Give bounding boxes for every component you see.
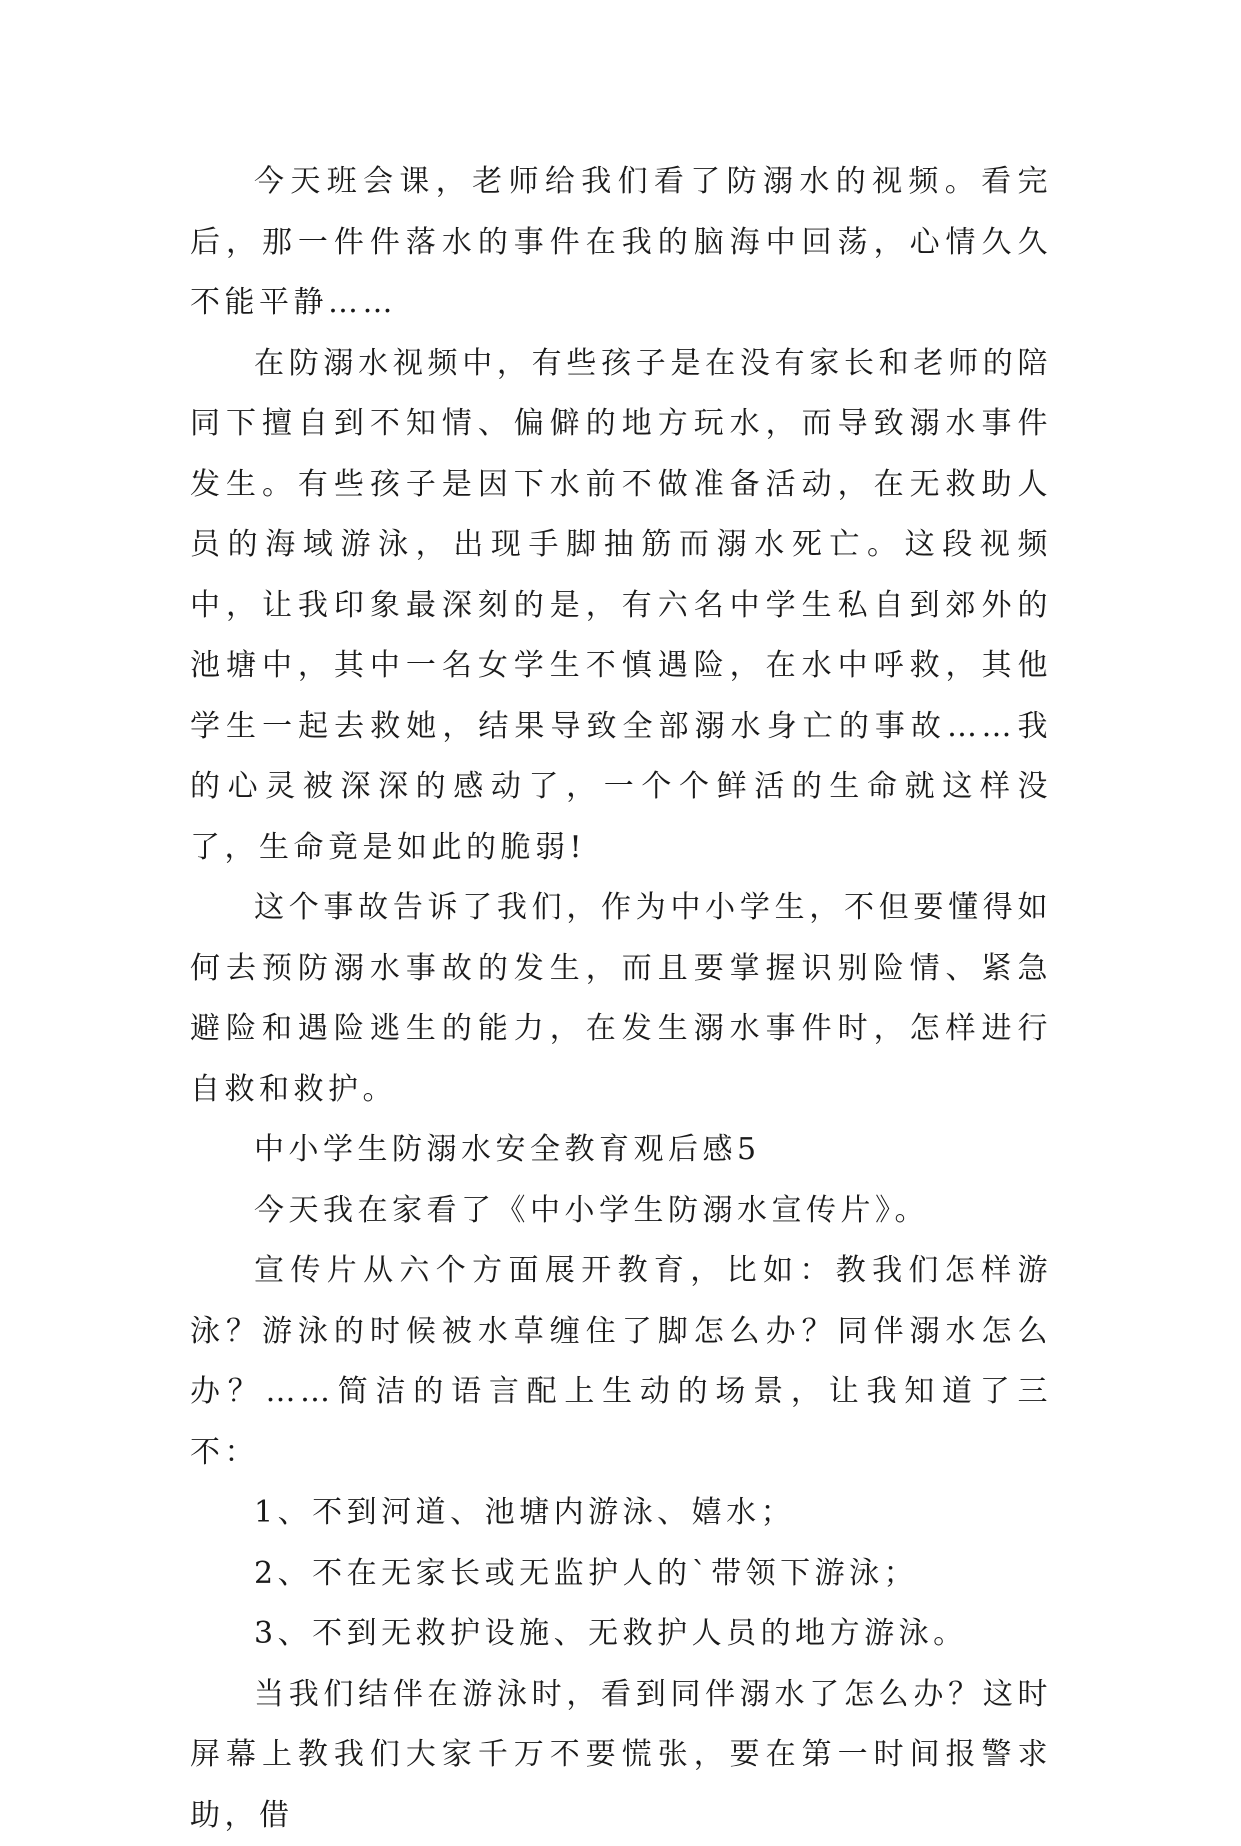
- list-item-rule-2: 2、不在无家长或无监护人的`带领下游泳；: [190, 1544, 1052, 1605]
- paragraph-intro: 今天班会课，老师给我们看了防溺水的视频。看完后，那一件件落水的事件在我的脑海中回荡，心情久久不能平静……: [190, 152, 1052, 334]
- list-item-rule-1: 1、不到河道、池塘内游泳、嬉水；: [190, 1483, 1052, 1544]
- paragraph-lesson: 这个事故告诉了我们，作为中小学生，不但要懂得如何去预防溺水事故的发生，而且要掌握识别险情、紧急避险和遇险逃生的能力，在发生溺水事件时，怎样进行自救和救护。: [190, 878, 1052, 1120]
- document-body: [190, 152, 1052, 1846]
- paragraph-watched: 今天我在家看了《中小学生防溺水宣传片》。: [190, 1181, 1052, 1242]
- paragraph-rescue: 当我们结伴在游泳时，看到同伴溺水了怎么办？这时屏幕上教我们大家千万不要慌张，要在第一时间报警求助，借: [190, 1665, 1052, 1846]
- paragraph-video-cases: 在防溺水视频中，有些孩子是在没有家长和老师的陪同下擅自到不知情、偏僻的地方玩水，而导致溺水事件发生。有些孩子是因下水前不做准备活动，在无救助人员的海域游泳，出现手脚抽筋而溺水死亡。这段视频中，让我印象最深刻的是，有六名中学生私自到郊外的池塘中，其中一名女学生不慎遇险，在水中呼救，其他学生一起去救她，结果导致全部溺水身亡的事故……我的心灵被深深的感动了，一个个鲜活的生命就这样没了，生命竟是如此的脆弱!: [190, 334, 1052, 879]
- section-heading: 中小学生防溺水安全教育观后感5: [190, 1120, 1052, 1181]
- list-item-rule-3: 3、不到无救护设施、无救护人员的地方游泳。: [190, 1604, 1052, 1665]
- paragraph-six-aspects: 宣传片从六个方面展开教育，比如：教我们怎样游泳？游泳的时候被水草缠住了脚怎么办？同伴溺水怎么办？……简洁的语言配上生动的场景，让我知道了三不：: [190, 1241, 1052, 1483]
